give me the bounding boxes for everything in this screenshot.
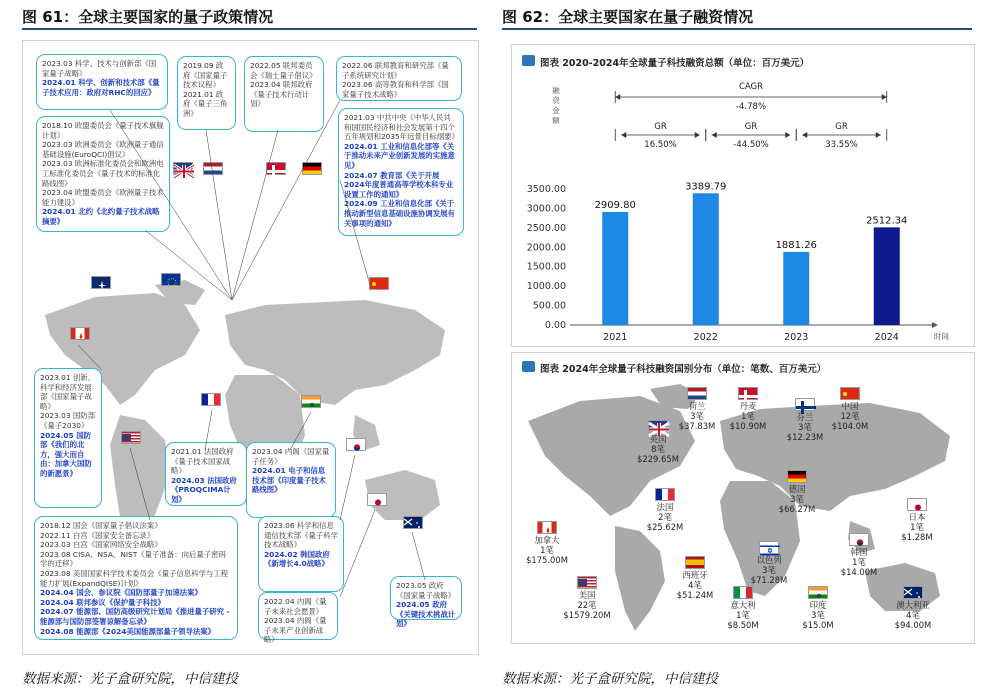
country-amount: $25.62M <box>646 522 684 532</box>
policy-entry: 2023.04 内阁《国家量子任务》 <box>252 447 330 466</box>
country-deals: 3笔 <box>762 565 776 575</box>
country-amount: $15.0M <box>802 620 834 630</box>
x-tick-label: 2022 <box>693 332 718 343</box>
policy-entry-highlight: 2024.04 国会、参议院《国防部量子加速法案》 <box>40 588 202 598</box>
cagr-label: CAGR <box>738 82 764 92</box>
policy-entry-highlight: 2024.01 北约《北约量子技术战略摘要》 <box>42 207 160 226</box>
country-deals: 1笔 <box>540 545 554 555</box>
country-deals: 4笔 <box>906 610 920 620</box>
country-funding-label <box>788 600 848 630</box>
country-amount: $1.28M <box>901 532 933 542</box>
cagr-arrow-right-icon <box>882 94 887 100</box>
gr-value: 33.55% <box>825 140 858 150</box>
chart-header-icon <box>522 55 535 66</box>
policy-entry: 2023.08 美国国家科学技术委员会《量子信息科学与工程能力扩展(ExpandQISE)计划》 <box>40 568 229 588</box>
country-funding-label <box>517 535 577 565</box>
policy-entry-highlight: 2024.03 法国政府《PROQCIMA计划》 <box>171 475 237 504</box>
funding-chart-panel <box>511 44 975 347</box>
country-name: 印度 <box>809 600 827 610</box>
policy-entry: 2021.01 政府《量子三角洲》 <box>183 89 228 118</box>
map-flag-china-icon <box>840 387 860 400</box>
policy-entry: 2023.03 白宫《国家网络安全战略》 <box>40 540 162 550</box>
x-tick-label: 2021 <box>603 332 628 343</box>
bar-value-label: 1881.26 <box>775 239 817 251</box>
country-deals: 1笔 <box>852 557 866 567</box>
country-name: 中国 <box>841 401 859 411</box>
policy-entry-highlight: 2024.01 工业和信息化部等《关于推动未来产业创新发展的实施意见》 <box>344 141 455 170</box>
map-flag-usa-icon <box>577 576 597 589</box>
country-distribution-heading: 图表 2024年全球量子科技融资国别分布（单位：笔数、百万美元） <box>540 364 827 375</box>
funding-bar <box>783 252 809 325</box>
country-funding-label <box>829 547 889 577</box>
bar-value-label: 3389.79 <box>685 181 727 193</box>
country-amount: $71.28M <box>750 575 788 585</box>
funding-chart-heading: 图表 2020-2024年全球量子科技融资总额（单位：百万美元） <box>540 58 810 69</box>
map-header-icon <box>522 361 535 372</box>
policy-entry: 2021.01 法国政府《量子技术国家战略》 <box>171 447 234 476</box>
country-funding-label <box>713 600 773 630</box>
policy-entry: 2018.12 国会《国家量子倡议法案》 <box>40 521 162 530</box>
y-tick-label: 500.00 <box>532 300 566 312</box>
x-axis-label: 时间 <box>934 332 949 341</box>
bar-value-label: 2512.34 <box>866 215 908 227</box>
policy-entry: 2018.10 欧盟委员会《量子技术旗舰计划》 <box>42 121 164 140</box>
country-name: 加拿大 <box>534 535 560 545</box>
gr-value: 16.50% <box>644 140 677 150</box>
y-tick-label: 1000.00 <box>526 281 566 293</box>
map-flag-australia-icon <box>903 586 923 599</box>
map-flag-japan-icon <box>907 498 927 511</box>
bar-value-label: 2909.80 <box>594 199 636 211</box>
country-name: 韩国 <box>850 547 868 557</box>
y-tick-label: 2500.00 <box>526 222 566 234</box>
country-deals: 3笔 <box>690 411 704 421</box>
map-flag-netherlands-icon <box>687 387 707 400</box>
country-funding-label <box>557 590 617 620</box>
policy-entry: 2023.08 CISA、NSA、NIST《量子准备：向后量子密码学的迁移》 <box>40 549 226 569</box>
country-deals: 3笔 <box>811 610 825 620</box>
gr-arrow-right-icon <box>785 132 790 138</box>
country-amount: $12.23M <box>786 432 824 442</box>
country-name: 意大利 <box>730 600 756 610</box>
y-tick-label: 2000.00 <box>526 242 566 254</box>
country-amount: $66.27M <box>778 504 816 514</box>
policy-entry: 2023.04 欧盟委员会《欧洲量子技术能力建设》 <box>42 188 164 207</box>
y-axis-label: 融资金额 <box>552 86 560 125</box>
right-source-note: 数据来源：光子盒研究院，中信建投 <box>502 671 718 687</box>
country-amount: $1579.20M <box>563 610 611 620</box>
policy-entry: 2023.03 国防部《量子2030》 <box>40 411 96 430</box>
policy-entry: 2023.05 政府《国家量子战略》 <box>396 581 456 600</box>
policy-entry: 2023.06 高等教育和科学部《国家量子技术战略》 <box>342 80 449 99</box>
country-deals: 12笔 <box>840 411 860 421</box>
country-deals: 8笔 <box>651 444 665 454</box>
country-amount: $10.90M <box>729 421 767 431</box>
gr-value: -44.50% <box>733 140 769 150</box>
cagr-arrow-left-icon <box>615 94 620 100</box>
policy-entry: 2023.03 欧洲标准化委员会和欧洲电工标准化委员会《量子技术的标准化路线图》 <box>42 159 164 188</box>
country-name: 美国 <box>578 590 596 600</box>
country-name: 英国 <box>649 434 667 444</box>
figure-61-title: 图 61：全球主要国家的量子政策情况 <box>22 8 274 26</box>
country-amount: $104.0M <box>831 421 869 431</box>
country-name: 芬兰 <box>796 412 814 422</box>
country-funding-label <box>883 600 943 630</box>
gr-arrow-left-icon <box>621 132 626 138</box>
figure-62-title: 图 62：全球主要国家在量子融资情况 <box>502 8 754 26</box>
country-funding-label <box>887 512 947 542</box>
country-deals: 1笔 <box>741 411 755 421</box>
country-amount: $14.00M <box>840 567 878 577</box>
country-deals: 1笔 <box>910 522 924 532</box>
map-flag-spain-icon <box>685 556 705 569</box>
policy-entry-highlight: 2024.05 国防部《我们的北方，强大而自由：加拿大国防的新愿景》 <box>40 430 92 478</box>
country-amount: $8.50M <box>727 620 759 630</box>
y-tick-label: 1500.00 <box>526 261 566 273</box>
policy-entry-highlight: 2024.02 韩国政府《新增长4.0战略》 <box>264 549 330 569</box>
country-amount: $94.00M <box>894 620 932 630</box>
country-name: 荷兰 <box>688 401 706 411</box>
map-flag-korea-icon <box>849 533 869 546</box>
gr-arrow-right-icon <box>876 132 881 138</box>
policy-entry-highlight: 2024.01 电子和信息技术部《印度量子技术路线图》 <box>252 466 326 495</box>
right-title-rule <box>502 28 972 30</box>
policy-entry-highlight: 2024.08 能源部《2024美国能源部量子领导法案》 <box>40 626 216 636</box>
country-funding-label <box>665 570 725 600</box>
map-flag-india-icon <box>808 586 828 599</box>
policy-entry: 2022.11 白宫《国家安全备忘录》 <box>40 530 155 540</box>
policy-entry-highlight: 2024.07 教育部《关于开展2024年度普通高等学校本科专业设置工作的通知》 <box>344 170 454 199</box>
country-name: 西班牙 <box>682 570 708 580</box>
policy-entry: 2021.03 中共中央《中华人民共和国国民经济和社会发展第十四个五年规划和2035年远景目标纲要》 <box>344 113 459 142</box>
funding-bar <box>874 227 900 325</box>
policy-entry: 2023.03 科学、技术与创新部《国家量子战略》 <box>42 59 157 78</box>
policy-entry: 2023.04 内阁《量子未来产业创新战略》 <box>264 616 327 645</box>
map-flag-finland-icon <box>795 398 815 411</box>
gr-arrow-right-icon <box>695 132 700 138</box>
country-amount: $229.65M <box>637 454 679 464</box>
country-funding-label <box>635 502 695 532</box>
x-axis-arrow-icon <box>932 322 938 328</box>
gr-arrow-left-icon <box>712 132 717 138</box>
gr-label: GR <box>744 122 758 132</box>
country-funding-label <box>820 401 880 431</box>
funding-bar <box>602 212 628 325</box>
gr-label: GR <box>835 122 848 132</box>
gr-label: GR <box>654 122 667 132</box>
cagr-value: -4.78% <box>735 102 767 112</box>
map-flag-uk-icon <box>648 420 668 433</box>
map-flag-israel-icon <box>759 541 779 554</box>
gr-arrow-left-icon <box>802 132 807 138</box>
x-tick-label: 2024 <box>874 332 899 343</box>
x-tick-label: 2023 <box>784 332 809 343</box>
policy-entry: 2023.01 创新、科学和经济发展部《国家量子战略》 <box>40 373 96 411</box>
map-flag-france-icon <box>655 488 675 501</box>
policy-entry: 2023.03 欧洲委员会《欧洲量子通信基础设施(EuroQCI)倡议》 <box>42 140 164 159</box>
country-name: 法国 <box>656 502 674 512</box>
map-flag-denmark-icon <box>738 387 758 400</box>
policy-entry: 2022.05 联邦委员会《瑞士量子倡议》 <box>250 61 317 80</box>
map-flag-germany-icon <box>787 470 807 483</box>
policy-entry-highlight: 2024.07 能源部、国防高级研究计划局《推进量子研究 - 能源部与国防部签署谅解备忘录》 <box>40 607 230 626</box>
country-deals: 3笔 <box>790 494 804 504</box>
policy-entry: 2022.06 联邦教育和研究部《量子系统研究计划》 <box>342 61 449 80</box>
funding-bar-chart <box>512 73 972 343</box>
country-funding-label <box>628 434 688 464</box>
country-name: 德国 <box>788 484 806 494</box>
policy-entry-highlight: 2024.01 科学、创新和技术部《量子技术应用：政府对RHC的回应》 <box>42 78 160 97</box>
country-name: 日本 <box>908 512 926 522</box>
country-funding-label <box>767 484 827 514</box>
policy-entry: 2022.04 内阁《量子未来社会愿景》 <box>264 597 327 616</box>
left-source-note: 数据来源：光子盒研究院，中信建投 <box>22 671 238 687</box>
policy-entry-highlight: 2024.05 政府《关键技术挑战计划》 <box>396 600 456 629</box>
policy-entry: 2023.06 科学和信息通信技术部《量子科学技术战略》 <box>264 521 338 550</box>
country-funding-label <box>739 555 799 585</box>
policy-entry-highlight: 2024.09 工业和信息化部《关于推动新型信息基础设施协调发展有关事项的通知》 <box>344 199 455 228</box>
country-amount: $51.24M <box>676 590 714 600</box>
y-tick-label: 3000.00 <box>526 203 566 215</box>
country-deals: 4笔 <box>688 580 702 590</box>
policy-entry: 2019.09 政府《国家量子技术议程》 <box>183 61 228 90</box>
country-deals: 2笔 <box>658 512 672 522</box>
country-name: 丹麦 <box>739 401 757 411</box>
funding-bar <box>693 193 719 325</box>
country-deals: 1笔 <box>736 610 750 620</box>
country-deals: 3笔 <box>798 422 812 432</box>
policy-entry-highlight: 2024.04 联邦参议《保护量子科技》 <box>40 597 165 607</box>
map-flag-canada-icon <box>537 521 557 534</box>
country-funding-label <box>718 401 778 431</box>
policy-entry: 2023.04 联邦政府《量子技术行动计划》 <box>250 80 313 109</box>
country-amount: $175.00M <box>526 555 568 565</box>
country-amount: $37.83M <box>678 421 716 431</box>
map-flag-italy-icon <box>733 586 753 599</box>
y-tick-label: 0.00 <box>544 320 566 331</box>
country-name: 澳大利亚 <box>896 600 930 610</box>
y-tick-label: 3500.00 <box>526 184 566 195</box>
country-deals: 22笔 <box>577 600 597 610</box>
country-name: 以色列 <box>756 555 782 565</box>
